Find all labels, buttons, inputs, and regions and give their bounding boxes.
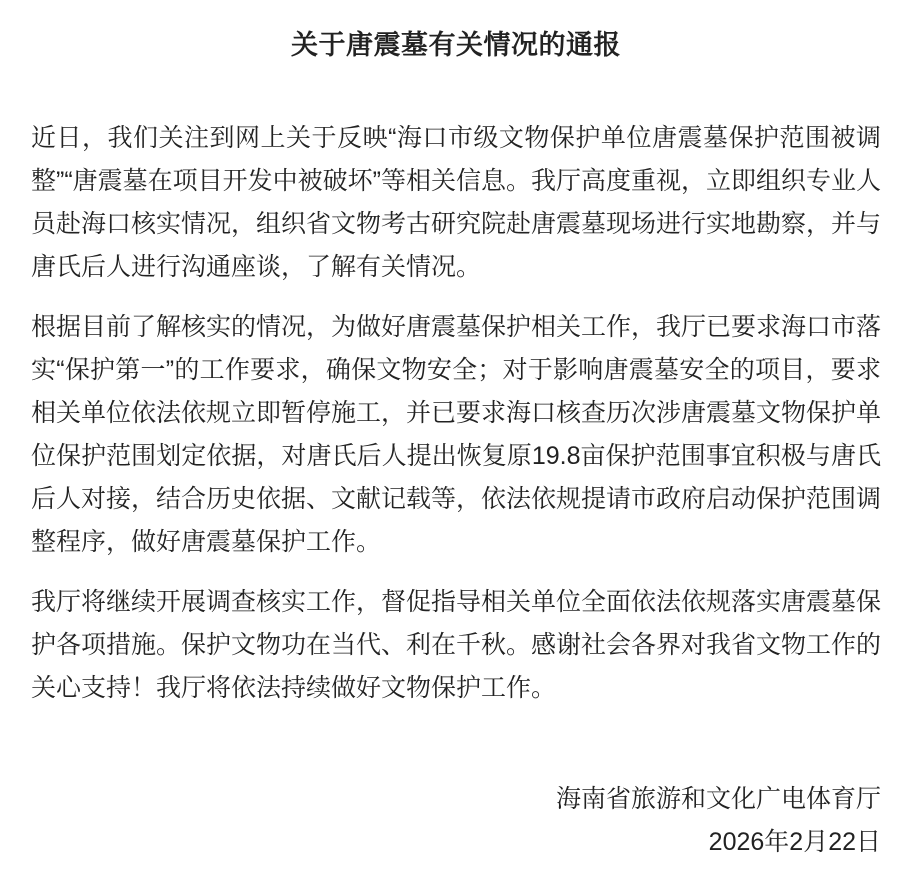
signature-agency: 海南省旅游和文化广电体育厅 bbox=[555, 785, 881, 813]
notice-paragraph-1: 近日，我们关注到网上关于反映“海口市级文物保护单位唐震墓保护范围被调整”“唐震墓在项目开发中被破坏”等相关信息。我厅高度重视，立即组织专业人员赴海口核实情况，组织省文物考古研究院赴唐震墓现场进行实地勘察，并与唐氏后人进行沟通座谈，了解有关情况。 bbox=[31, 124, 882, 281]
notice-paragraph-3: 我厅将继续开展调查核实工作，督促指导相关单位全面依法依规落实唐震墓保护各项措施。保护文物功在当代、利在千秋。感谢社会各界对我省文物工作的关心支持！我厅将依法持续做好文物保护工作。 bbox=[31, 588, 882, 702]
signature-date: 2026年2月22日 bbox=[708, 828, 881, 856]
notice-title: 关于唐震墓有关情况的通报 bbox=[291, 30, 621, 60]
signature-block bbox=[31, 778, 881, 864]
notice-paragraph-2: 根据目前了解核实的情况，为做好唐震墓保护相关工作，我厅已要求海口市落实“保护第一”的工作要求，确保文物安全；对于影响唐震墓安全的项目，要求相关单位依法依规立即暂停施工，并已要求海口核查历次涉唐震墓文物保护单位保护范围划定依据，对唐氏后人提出恢复原19.8亩保护范围事宜积极与唐氏后人对接，结合历史依据、文献记载等，依法依规提请市政府启动保护范围调整程序，做好唐震墓保护工作。 bbox=[31, 313, 882, 556]
